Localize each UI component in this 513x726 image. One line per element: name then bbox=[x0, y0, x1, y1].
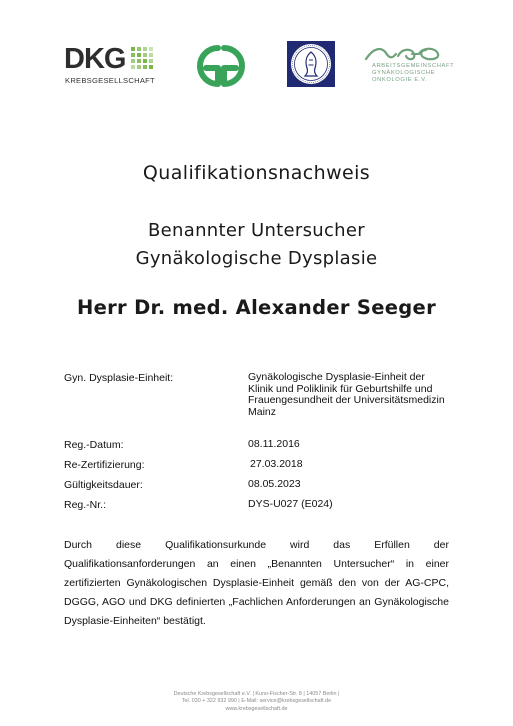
document-title: Qualifikationsnachweis bbox=[142, 162, 371, 184]
ago-subtitle-line: ONKOLOGIE E.V. bbox=[372, 77, 428, 83]
role-line-1: Benannter Untersucher bbox=[148, 220, 365, 241]
validity-value: 08.05.2023 bbox=[248, 478, 301, 490]
ago-subtitle-line: ARBEITSGEMEINSCHAFT bbox=[372, 63, 455, 69]
dkg-logo-letters: DKG bbox=[64, 43, 126, 75]
footer bbox=[0, 691, 513, 713]
footer-website: www.krebsgesellschaft.de bbox=[225, 705, 288, 712]
ago-subtitle-line: GYNÄKOLOGISCHE bbox=[372, 70, 436, 76]
dkg-grid-icon bbox=[131, 47, 157, 71]
ago-wave-icon bbox=[364, 46, 450, 62]
reg-no-value: DYS-U027 (E024) bbox=[248, 498, 333, 510]
reg-no-label: Reg.-Nr.: bbox=[64, 499, 107, 511]
role-line-2: Gynäkologische Dysplasie bbox=[135, 248, 378, 269]
gg-logo-icon bbox=[189, 42, 253, 90]
dkg-logo bbox=[64, 44, 162, 88]
unit-value bbox=[248, 372, 458, 418]
unit-value-line: Klinik und Poliklinik für Geburtshilfe und bbox=[248, 382, 433, 395]
reg-date-value: 08.11.2016 bbox=[248, 438, 300, 450]
footer-address: Deutsche Krebsgesellschaft e.V. | Kuno-Fischer-Str. 8 | 14057 Berlin | bbox=[173, 691, 340, 697]
person-name: Herr Dr. med. Alexander Seeger bbox=[77, 296, 436, 319]
unit-label: Gyn. Dysplasie-Einheit: bbox=[64, 372, 174, 384]
unit-value-line: Frauengesundheit der Universitätsmedizin bbox=[248, 394, 445, 406]
certificate-statement: Durch diese Qualifikationsurkunde wird das Erfüllen der Qualifikationsanforderungen an einen „Benannten Untersucher“ in einer zertifizierten Gynäkologischen Dysplasie-Einheit gemäß den von der AG-CPC, DGGG, AGO und DKG definierten „Fachlichen Anforderungen an Gynäkologische Dysplasie-Einheiten“ bestätigt. bbox=[64, 539, 449, 627]
university-seal-icon bbox=[286, 40, 336, 88]
ago-logo bbox=[364, 46, 455, 94]
validity-label: Gültigkeitsdauer: bbox=[64, 479, 143, 491]
footer-contact: Tel. 030 + 322 932 990 | E-Mail: service@krebsgesellschaft.de bbox=[181, 698, 332, 705]
recert-value: 27.03.2018 bbox=[250, 458, 303, 470]
dkg-logo-subtitle: KREBSGESELLSCHAFT bbox=[65, 76, 155, 85]
ago-logo-subtitle bbox=[372, 63, 455, 84]
reg-date-label: Reg.-Datum: bbox=[64, 439, 124, 451]
unit-value-line: Mainz bbox=[248, 405, 277, 418]
recert-label: Re-Zertifizierung: bbox=[64, 459, 145, 471]
unit-value-line: Gynäkologische Dysplasie-Einheit der bbox=[248, 371, 425, 383]
